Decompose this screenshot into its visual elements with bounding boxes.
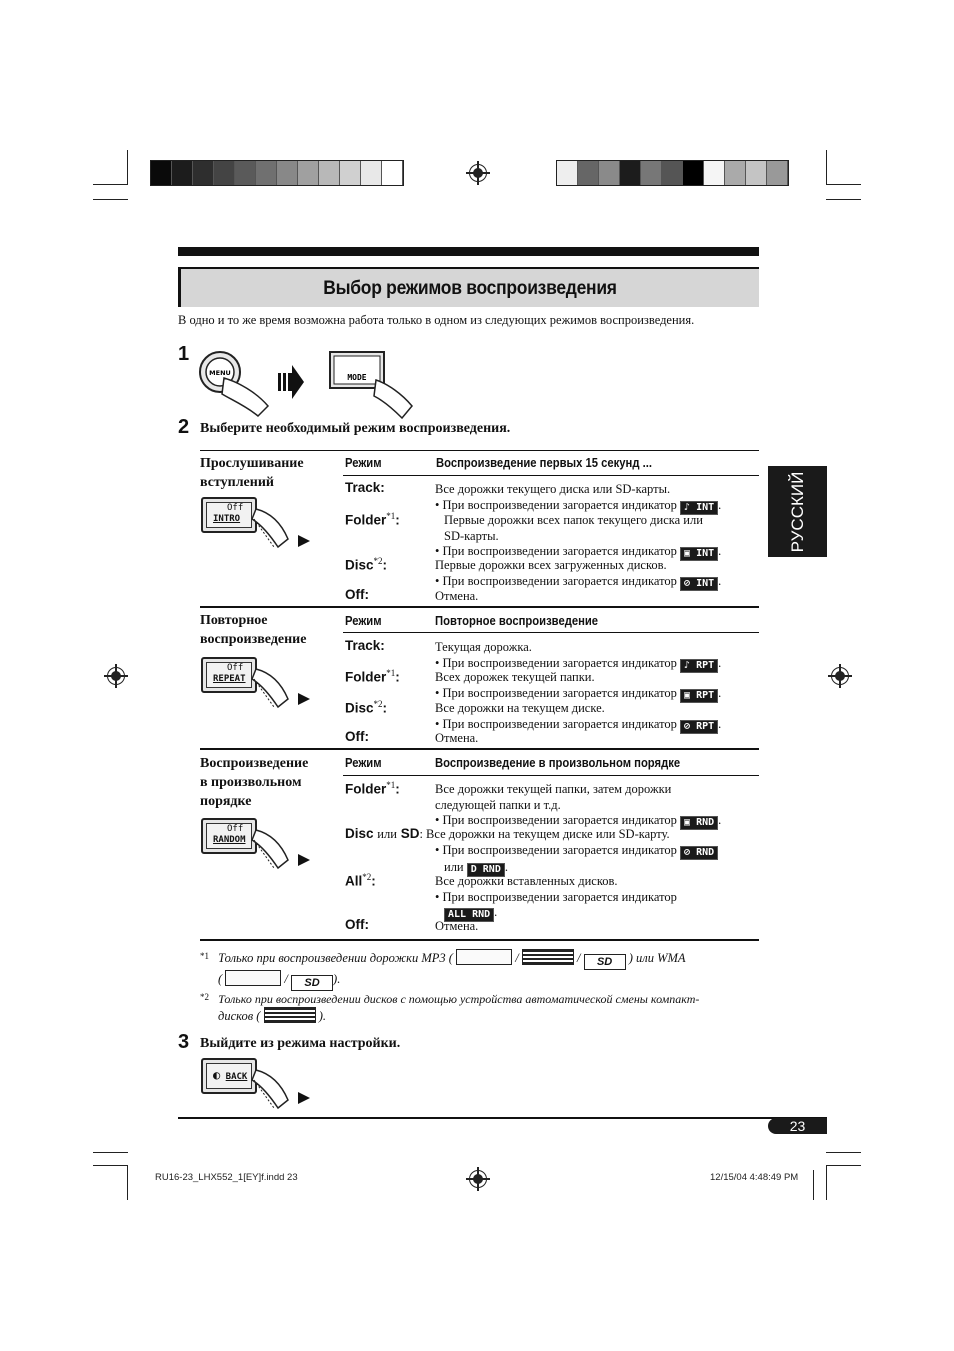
back-button-label: BACK [225,1072,248,1082]
desc-line: Все дорожки на текущем диске. [435,701,605,715]
random-opt-disc: Disc или SD: Все дорожки на текущем диске или SD-карту. [345,826,670,841]
repeat-col-desc: Повторное воспроизведение [435,614,599,628]
mode-random-title-line: Воспроизведение [200,756,309,771]
desc-line: Всех дорожек текущей папки. [435,670,595,684]
rpt-disc-indicator-icon: ⊘ RPT [680,720,718,734]
crop-mark [93,1152,128,1153]
cd-player-icon [456,949,512,965]
random-disc-ind [435,843,765,877]
step-2-number: 2 [178,416,190,438]
intro-opt-disc: Disc$^{*2}$: [345,556,388,573]
finger-press-icon [250,665,320,711]
random-button[interactable] [201,818,257,854]
page-title: Выбор режимов воспроизведения [323,278,617,299]
crop-mark [826,1152,861,1153]
calibration-bar-right [556,160,789,186]
registration-mark-icon [107,667,125,685]
crop-mark [93,199,128,200]
table-rule [343,632,759,633]
random-folder-desc [435,782,765,830]
sd-card-icon: SD [291,975,333,991]
int-track-indicator-icon: ♪ INT [680,501,718,515]
rnd-folder-indicator-icon: ▣ RND [680,816,718,830]
crop-mark [826,1165,827,1200]
rpt-track-indicator-icon: ♪ RPT [680,659,718,673]
print-date-info: 12/15/04 4:48:49 PM [710,1172,799,1183]
indicator-line: • При воспроизведении загорается индикатор ▣ RPT . [435,685,722,701]
random-disc-desc: : Все дорожки на текущем диске или SD-карту. [419,827,670,841]
indicator-line: • При воспроизведении загорается индикатор ♪ INT . [435,497,722,513]
intro-off-desc: Отмена. [435,589,479,603]
footnote-mark: *2 [200,992,209,1002]
rnd-disc-indicator-icon: ⊘ RND [680,846,718,860]
registration-mark-icon [469,1170,487,1188]
indicator-line: или D RND . [444,860,508,875]
mode-random-title [200,754,308,811]
sd-word: SD [400,826,420,841]
random-opt-off: Off: [345,917,369,932]
mode-button-illustration [328,350,420,420]
intro-button-top: Off [227,503,244,513]
disc-changer-icon [264,1007,316,1023]
random-button-label: RANDOM [213,835,246,845]
crop-mark [127,1165,128,1200]
table-rule [200,606,759,608]
repeat-opt-disc: Disc$^{*2}$: [345,699,388,716]
repeat-opt-folder: Folder$^{*1}$: [345,668,400,685]
repeat-track-desc [435,640,765,673]
repeat-off-desc: Отмена. [435,731,479,745]
step-1-number: 1 [178,343,190,365]
desc-line: Все дорожки текущей папки, затем дорожки [435,782,672,796]
random-opt-all: All$^{*2}$: [345,872,376,889]
back-button[interactable] [201,1058,257,1094]
repeat-col-mode: Режим [345,614,382,628]
intro-disc-desc [435,558,765,591]
repeat-button[interactable] [201,657,257,693]
finger-press-icon [250,826,320,872]
registration-mark-icon [469,164,487,182]
intro-text: В одно и то же время возможна работа только в одном из следующих режимов воспроизведения. [178,313,695,327]
indicator-line: • При воспроизведении загорается индикатор ▣ RND . [435,813,722,828]
indicator-line: • При воспроизведении загорается индикатор ⊘ RND [435,843,765,860]
footnote-mark: *1 [200,951,209,961]
random-col-mode: Режим [345,756,382,770]
step-3-number: 3 [178,1031,190,1053]
intro-opt-track: Track: [345,480,385,495]
indicator-line: • При воспроизведении загорается индикатор ⊘ RPT . [435,716,722,732]
calibration-bar-left [150,160,404,186]
footnote-line: дисков ( ). [218,1009,327,1023]
crop-mark [826,184,861,185]
desc-line: Первые дорожки всех папок текущего диска или [444,513,703,527]
int-folder-indicator-icon: ▣ INT [680,547,718,561]
intro-button[interactable] [201,497,257,533]
desc-line: Первые дорожки всех загруженных дисков. [435,558,667,572]
intro-opt-off: Off: [345,587,369,602]
footer-rule [178,1117,827,1119]
mode-intro-title-line: Прослушивание [200,456,304,471]
table-rule [343,475,759,476]
random-opt-folder: Folder$^{*1}$: [345,780,400,797]
intro-col-desc: Воспроизведение первых 15 секунд ... [436,456,652,470]
or-word: или [377,827,397,841]
intro-button-label: INTRO [213,514,241,524]
mode-repeat-title-line: воспроизведение [200,632,307,647]
header-rule [178,247,759,256]
intro-opt-folder: Folder$^{*1}$: [345,511,400,528]
language-tab-label: РУССКИЙ [787,471,807,552]
crop-mark [826,199,861,200]
footnote-2 [200,989,765,1024]
title-box [178,267,759,307]
mode-random-title-line: порядке [200,794,252,809]
mode-intro-title-line: вступлений [200,475,274,490]
repeat-opt-off: Off: [345,729,369,744]
repeat-folder-desc [435,670,765,703]
random-col-desc: Воспроизведение в произвольном порядке [435,756,681,770]
table-rule [343,775,759,776]
mode-random-title-line: в произвольном [200,775,302,790]
indicator-line: • При воспроизведении загорается индикатор [435,889,677,904]
desc-line: Все дорожки текущего диска или SD-карты. [435,482,671,496]
separator: / [515,951,519,965]
random-button-top: Off [227,824,244,834]
footnote-1 [200,948,760,991]
table-rule [200,748,759,750]
svg-text:MENU: MENU [209,369,231,377]
mode-repeat-title [200,611,306,649]
indicator-line: • При воспроизведении загорается индикатор ♪ RPT . [435,655,722,671]
crop-mark [826,1165,861,1166]
page-number-box [768,1118,827,1134]
repeat-button-face [206,662,252,688]
disc-changer-icon [522,949,574,965]
desc-line: SD-карты. [444,528,499,543]
separator: / [576,951,581,965]
rpt-folder-indicator-icon: ▣ RPT [680,689,718,703]
indicator-line: • При воспроизведении загорается индикатор ▣ INT . [435,544,722,559]
footnote-text: Только при воспроизведении дорожки MP3 ( [218,951,453,965]
menu-button-illustration [198,348,278,420]
footnote-text: ) или WMA [628,951,686,965]
mode-repeat-title-line: Повторное [200,613,268,628]
footnote-text: Только при воспроизведении дисков с помощью устройства автоматической смены компакт- [218,992,700,1006]
footnote-line: ( / SD ). [218,972,341,989]
desc-line: Текущая дорожка. [435,640,532,654]
intro-track-desc [435,482,765,515]
knob-icon: ◐ [213,1068,221,1082]
random-button-face [206,823,252,849]
repeat-disc-desc [435,701,765,734]
svg-text:MODE: MODE [347,373,367,382]
step-2-text: Выберите необходимый режим воспроизведения. [200,421,511,436]
crop-mark [93,184,128,185]
indicator-line: ALL RND . [435,905,765,922]
finger-press-icon [250,1066,320,1112]
arrow-right-icon [278,365,304,399]
registration-mark-icon [831,667,849,685]
separator: / [284,972,288,986]
table-rule [200,450,759,451]
mode-intro-title [200,454,304,492]
repeat-button-label: REPEAT [213,674,246,684]
rnd-d-indicator-icon: D RND [467,863,505,877]
table-rule [200,939,759,941]
crop-mark [813,1170,814,1200]
back-button-face [206,1063,252,1089]
indicator-line: • При воспроизведении загорается индикатор ⊘ INT . [435,573,722,589]
random-all-desc [435,874,765,922]
print-file-info: RU16-23_LHX552_1[EY]f.indd 23 [155,1172,298,1183]
repeat-opt-track: Track: [345,638,385,653]
crop-mark [826,150,827,185]
repeat-button-top: Off [227,663,244,673]
desc-line: Все дорожки вставленных дисков. [435,874,618,888]
finger-press-icon [250,505,320,551]
intro-folder-desc [435,513,765,561]
rnd-all-indicator-icon: ALL RND [444,908,494,922]
step-3-text: Выйдите из режима настройки. [200,1036,401,1051]
sd-card-icon: SD [584,954,626,970]
intro-col-mode: Режим [345,456,382,470]
random-off-desc: Отмена. [435,919,479,933]
crop-mark [127,150,128,185]
language-tab [768,466,827,557]
page-number: 23 [789,1118,806,1134]
cd-player-icon [225,970,281,986]
intro-button-face [206,502,252,528]
crop-mark [93,1165,128,1166]
desc-line: следующей папки и т.д. [435,797,561,812]
int-disc-indicator-icon: ⊘ INT [680,577,718,591]
